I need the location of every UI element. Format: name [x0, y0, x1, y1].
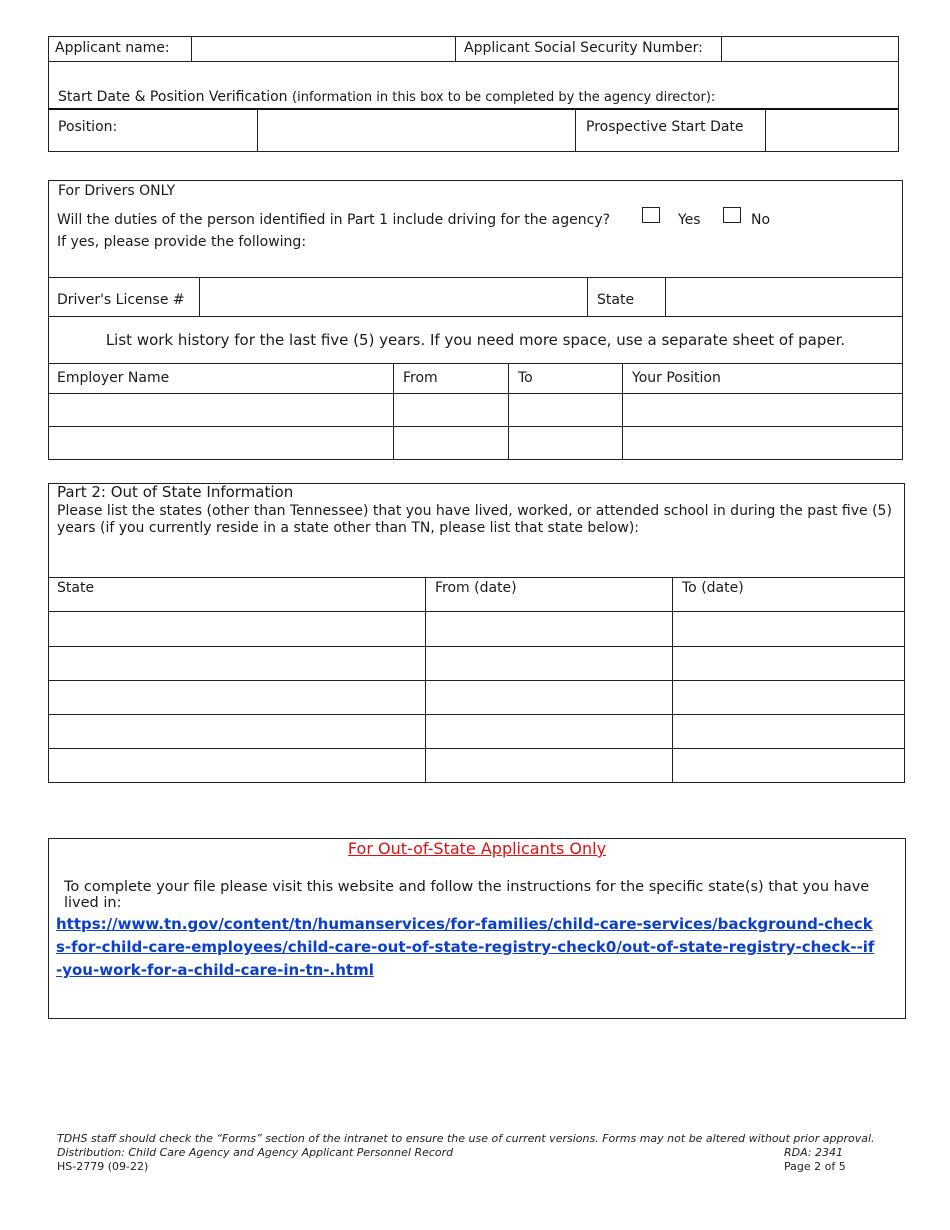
work-row-2-to[interactable]	[509, 427, 621, 459]
work-history-instruction: List work history for the last five (5) years. If you need more space, use a separate sheet of paper.	[105, 331, 846, 349]
no-checkbox[interactable]	[723, 207, 741, 223]
yes-checkbox[interactable]	[642, 207, 660, 223]
state-row-1-state[interactable]	[49, 612, 424, 645]
start-date-field[interactable]	[766, 111, 898, 151]
license-field[interactable]	[200, 278, 586, 315]
applicant-name-label: Applicant name:	[55, 40, 170, 56]
out-of-state-instruction: To complete your file please visit this website and follow the instructions for the specific state(s) that you have lived in:	[64, 879, 870, 911]
thick-divider	[48, 108, 899, 110]
start-date-label: Prospective Start Date	[586, 119, 744, 135]
state-row-2-to[interactable]	[673, 647, 904, 679]
col-your-position: Your Position	[632, 370, 721, 386]
work-row-1-employer[interactable]	[49, 394, 392, 425]
part2-instruction-line-1: Please list the states (other than Tennessee) that you have lived, worked, or attended school in during the past five (5)	[57, 503, 892, 519]
state-row-2-state[interactable]	[49, 647, 424, 679]
footer-distribution: Distribution: Child Care Agency and Agency Applicant Personnel Record	[57, 1146, 454, 1159]
part2-title: Part 2: Out of State Information	[57, 483, 294, 501]
state-row-3-state[interactable]	[49, 681, 424, 713]
state-row-3-to[interactable]	[673, 681, 904, 713]
state-row-1-from[interactable]	[426, 612, 671, 645]
drivers-title: For Drivers ONLY	[58, 183, 176, 199]
work-row-2-employer[interactable]	[49, 427, 392, 459]
work-row-1-from[interactable]	[394, 394, 507, 425]
footer-rda: RDA: 2341	[784, 1146, 844, 1159]
no-label: No	[751, 212, 771, 228]
divider	[575, 110, 576, 152]
col-to-date: To (date)	[682, 580, 744, 596]
state-row-5-from[interactable]	[426, 749, 671, 782]
divider	[48, 363, 903, 364]
yes-label: Yes	[678, 212, 701, 228]
state-row-5-to[interactable]	[673, 749, 904, 782]
col-from: From	[403, 370, 438, 386]
license-state-field[interactable]	[666, 278, 902, 315]
state-row-3-from[interactable]	[426, 681, 671, 713]
out-of-state-title: For Out-of-State Applicants Only	[347, 839, 607, 858]
state-row-2-from[interactable]	[426, 647, 671, 679]
divider	[455, 36, 456, 61]
footer-form-id: HS-2779 (09-22)	[57, 1160, 149, 1173]
footer-note: TDHS staff should check the “Forms” section of the intranet to ensure the use of current versions. Forms may not be altered without prior approval.	[57, 1132, 875, 1145]
work-row-2-from[interactable]	[394, 427, 507, 459]
drivers-question: Will the duties of the person identified in Part 1 include driving for the agency?	[57, 212, 611, 228]
divider	[587, 277, 588, 316]
divider	[48, 577, 905, 578]
verification-note: (information in this box to be completed by the agency director):	[292, 90, 716, 105]
divider	[48, 61, 899, 62]
license-label: Driver's License #	[57, 292, 185, 308]
col-from-date: From (date)	[435, 580, 517, 596]
divider	[48, 316, 903, 317]
col-employer-name: Employer Name	[57, 370, 170, 386]
col-to: To	[518, 370, 533, 386]
work-row-2-position[interactable]	[623, 427, 902, 459]
state-label: State	[597, 292, 635, 308]
applicant-ssn-field[interactable]	[722, 37, 898, 60]
position-label: Position:	[58, 119, 118, 135]
drivers-followup: If yes, please provide the following:	[57, 234, 307, 250]
work-row-1-position[interactable]	[623, 394, 902, 425]
registry-check-link[interactable]: https://www.tn.gov/content/tn/humanservices/for-families/child-care-services/background-checks-for-child-care-employees/child-care-out-of-state-registry-check0/out-of-state-registry-check--if-you-work-for-a-child-care-in-tn-.html	[56, 915, 875, 979]
work-row-1-to[interactable]	[509, 394, 621, 425]
part2-instruction-line-2: years (if you currently reside in a state other than TN, please list that state below):	[57, 520, 640, 536]
state-row-1-to[interactable]	[673, 612, 904, 645]
verification-title	[58, 89, 715, 106]
state-row-4-from[interactable]	[426, 715, 671, 747]
state-row-4-state[interactable]	[49, 715, 424, 747]
applicant-name-field[interactable]	[192, 37, 454, 60]
state-row-5-state[interactable]	[49, 749, 424, 782]
footer-page-number: Page 2 of 5	[784, 1160, 846, 1173]
applicant-ssn-label: Applicant Social Security Number:	[464, 40, 703, 56]
col-state: State	[57, 580, 95, 596]
state-row-4-to[interactable]	[673, 715, 904, 747]
verification-title-text: Start Date & Position Verification	[58, 89, 288, 105]
position-field[interactable]	[258, 111, 574, 151]
